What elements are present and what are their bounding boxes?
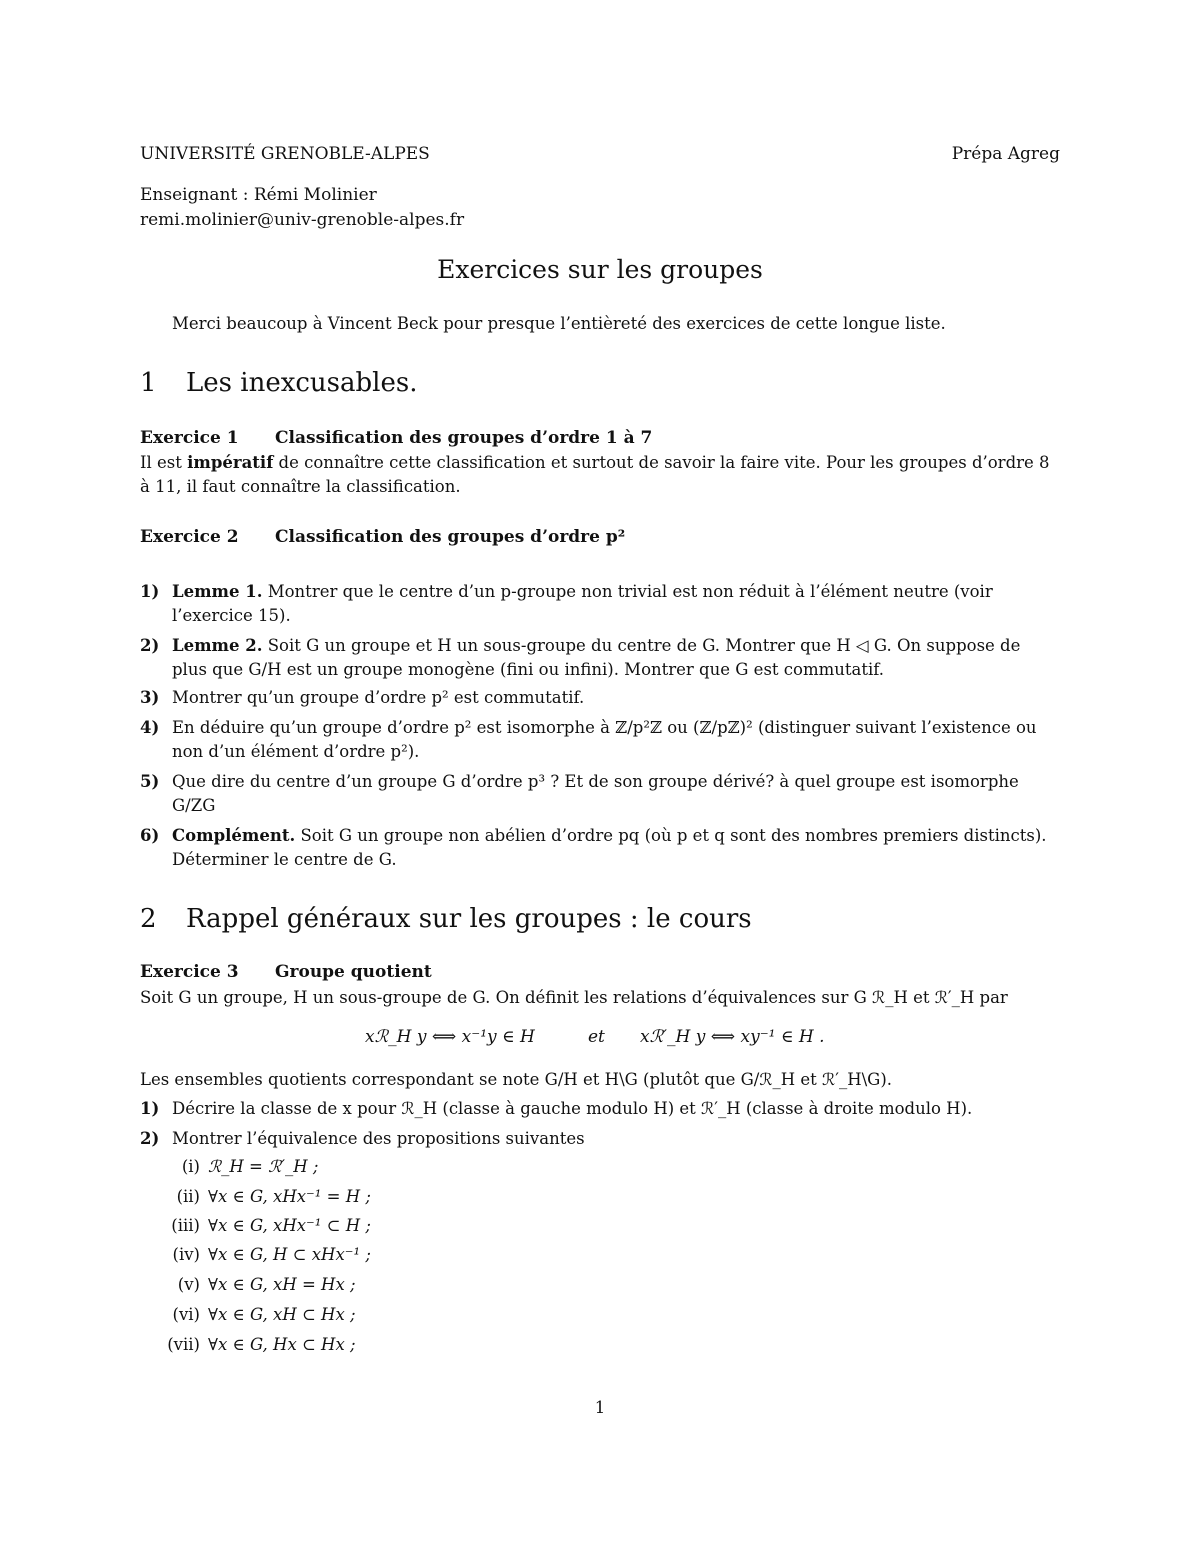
list-item xyxy=(140,770,1060,818)
item-number: 2) xyxy=(140,636,160,655)
text-fragment: Il est xyxy=(140,453,188,472)
exercise-label: Exercice 1 xyxy=(140,428,239,448)
item-text: Soit G un groupe et H un sous-groupe du centre de G. Montrer que H ◁ G. On suppose de plus que G/H est un groupe monogène (fini ou infini). Montrer que G est commutatif. xyxy=(172,636,1021,679)
section-number: 2 xyxy=(140,904,157,934)
exercise-3-after: Les ensembles quotients correspondant se note G/H et H\G (plutôt que G/ℛ_H et ℛ′_H\G). xyxy=(140,1070,892,1089)
teacher-name: Enseignant : Rémi Molinier xyxy=(140,185,377,205)
item-number: 4) xyxy=(140,718,160,737)
text-fragment: de connaître cette classification et surtout de savoir la faire vite. Pour les groupes d’ordre 8 à 11, il faut connaître la classification. xyxy=(140,453,1050,496)
item-number: 6) xyxy=(140,826,160,845)
section-title: Les inexcusables. xyxy=(186,368,418,398)
exercise-title: Groupe quotient xyxy=(275,962,432,982)
proposition xyxy=(160,1335,356,1354)
proposition xyxy=(160,1305,356,1324)
list-item xyxy=(140,716,1060,764)
item-text: Soit G un groupe non abélien d’ordre pq (où p et q sont des nombres premiers distincts). Déterminer le centre de G. xyxy=(172,826,1047,869)
proposition xyxy=(160,1216,371,1235)
item-text: En déduire qu’un groupe d’ordre p² est isomorphe à ℤ/p²ℤ ou (ℤ/pℤ)² (distinguer suivant l’existence ou non d’un élément d’ordre p²). xyxy=(172,718,1037,761)
university-name: UNIVERSITÉ GRENOBLE-ALPES xyxy=(140,144,430,164)
teacher-email: remi.molinier@univ-grenoble-alpes.fr xyxy=(140,210,465,230)
emphasis: impératif xyxy=(187,453,274,472)
exercise-label: Exercice 2 xyxy=(140,527,239,547)
prop-expr: ∀x ∈ G, xH = Hx ; xyxy=(208,1275,356,1294)
proposition xyxy=(160,1187,371,1206)
display-equation-right: xℛ′_H y ⟺ xy⁻¹ ∈ H . xyxy=(640,1027,825,1047)
course-name: Prépa Agreg xyxy=(951,144,1060,164)
prop-index: (vii) xyxy=(167,1335,200,1354)
item-text: Que dire du centre d’un groupe G d’ordre p³ ? Et de son groupe dérivé? à quel groupe est isomorphe G/ZG xyxy=(172,772,1019,815)
prop-index: (vi) xyxy=(172,1305,200,1324)
lemma-label: Complément. xyxy=(172,826,296,845)
item-text: Décrire la classe de x pour ℛ_H (classe à gauche modulo H) et ℛ′_H (classe à droite modulo H). xyxy=(172,1099,973,1118)
item-number: 2) xyxy=(140,1129,160,1148)
item-number: 5) xyxy=(140,772,160,791)
exercise-title: Classification des groupes d’ordre p² xyxy=(275,527,626,547)
exercise-1-text xyxy=(140,451,1060,499)
list-item xyxy=(140,634,1060,682)
prop-expr: ∀x ∈ G, xHx⁻¹ ⊂ H ; xyxy=(208,1216,371,1235)
list-item xyxy=(140,1127,1060,1151)
display-equation-conjunction: et xyxy=(588,1027,605,1047)
item-text: Montrer que le centre d’un p-groupe non trivial est non réduit à l’élément neutre (voir l’exercice 15). xyxy=(172,582,993,625)
item-text: Montrer l’équivalence des propositions suivantes xyxy=(172,1129,585,1148)
prop-expr: ℛ_H = ℛ′_H ; xyxy=(208,1157,319,1176)
list-item xyxy=(140,580,1060,628)
exercise-1-heading xyxy=(140,428,652,448)
item-text: Montrer qu’un groupe d’ordre p² est commutatif. xyxy=(172,688,585,707)
exercise-title: Classification des groupes d’ordre 1 à 7 xyxy=(275,428,653,448)
prop-index: (iii) xyxy=(171,1216,200,1235)
prop-expr: ∀x ∈ G, H ⊂ xHx⁻¹ ; xyxy=(208,1245,371,1264)
item-number: 1) xyxy=(140,582,160,601)
proposition xyxy=(160,1245,371,1264)
list-item xyxy=(140,1097,1060,1121)
display-equation-left: xℛ_H y ⟺ x⁻¹y ∈ H xyxy=(365,1027,535,1047)
prop-expr: ∀x ∈ G, xH ⊂ Hx ; xyxy=(208,1305,356,1324)
section-title: Rappel généraux sur les groupes : le cours xyxy=(186,904,752,934)
proposition xyxy=(160,1157,318,1176)
section-1-heading xyxy=(140,368,417,398)
prop-expr: ∀x ∈ G, Hx ⊂ Hx ; xyxy=(208,1335,356,1354)
list-item xyxy=(140,824,1060,872)
lemma-label: Lemme 2. xyxy=(172,636,263,655)
exercise-2-heading xyxy=(140,527,625,547)
prop-index: (v) xyxy=(177,1275,200,1294)
thanks-note: Merci beaucoup à Vincent Beck pour presque l’entièreté des exercices de cette longue liste. xyxy=(172,314,946,333)
item-number: 1) xyxy=(140,1099,160,1118)
list-item xyxy=(140,686,1060,710)
section-2-heading xyxy=(140,904,752,934)
exercise-3-heading xyxy=(140,962,432,982)
prop-index: (iv) xyxy=(172,1245,200,1264)
exercise-3-intro: Soit G un groupe, H un sous-groupe de G. On définit les relations d’équivalences sur G ℛ_H et ℛ′_H par xyxy=(140,988,1008,1007)
page-number: 1 xyxy=(594,1398,606,1417)
prop-index: (ii) xyxy=(176,1187,200,1206)
proposition xyxy=(160,1275,356,1294)
item-number: 3) xyxy=(140,688,160,707)
prop-index: (i) xyxy=(181,1157,200,1176)
exercise-label: Exercice 3 xyxy=(140,962,239,982)
lemma-label: Lemme 1. xyxy=(172,582,263,601)
section-number: 1 xyxy=(140,368,157,398)
prop-expr: ∀x ∈ G, xHx⁻¹ = H ; xyxy=(208,1187,371,1206)
document-title: Exercices sur les groupes xyxy=(437,255,763,284)
